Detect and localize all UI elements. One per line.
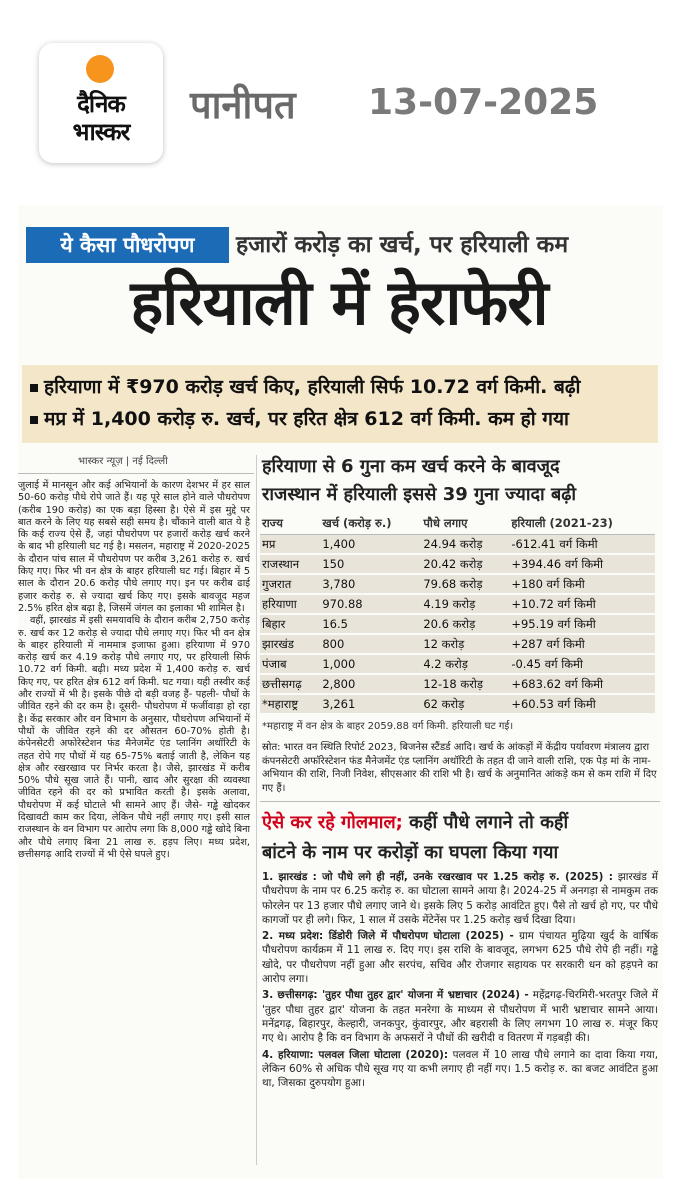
logo-line2: भास्कर	[72, 118, 130, 146]
table-cell: +180 वर्ग किमी	[509, 574, 655, 594]
sidebar-column	[260, 453, 660, 1090]
bullet-text: हरियाणा में ₹970 करोड़ खर्च किए, हरियाली सिर्फ 10.72 वर्ग किमी. बढ़ी	[44, 376, 581, 398]
table-cell: 3,780	[320, 574, 421, 594]
highlight-bullet	[22, 371, 658, 403]
case-body: झारखंड में पौधरोपण के नाम पर 6.25 करोड़ रु. का घोटाला सामने आया है। 2024-25 में अनगड़ा से नामकुम तक फोरलेन पर 13 हजार पौधे लगाए जाने थे। इसके लिए 5 करोड़ आवंटित हुए। पैसे तो खर्च हो गए, पर पौधे कागजों पर ही लगे। फिर, 1 साल में उसके मेंटेनेंस पर 1.25 करोड़ खर्च दिखा दिया।	[262, 871, 658, 926]
table-cell: 4.19 करोड़	[421, 594, 509, 614]
table-cell: 4.2 करोड़	[421, 654, 509, 674]
table-cell: 12 करोड़	[421, 634, 509, 654]
scam-case	[260, 1046, 660, 1091]
table-cell: *महाराष्ट्र	[260, 694, 320, 714]
story-paragraph: वहीं, झारखंड में इसी समयावधि के दौरान करीब 2,750 करोड़ रु. खर्च कर 12 करोड़ से ज्यादा पौधे लगाए गए। फिर भी वन क्षेत्र के बाहर हरियाली में नाममात्र इजाफा हुआ। हरियाणा में 970 करोड़ खर्च कर 4.19 करोड़ पौधे लगाए गए, पर हरियाली सिर्फ 10.72 वर्ग किमी. बढ़ी। मध्य प्रदेश में 1,400 करोड़ रु. खर्च किए गए, पर हरित क्षेत्र 612 वर्ग किमी. घट गया। यही तस्वीर कई और राज्यों में भी है। इसके पीछे दो बड़ी वजह हैं- पहली- पौधों के जीवित रहने की दर कम है। दूसरी- पौधरोपण में फर्जीवाड़ा हो रहा है। केंद्र सरकार और वन विभाग के अनुसार, पौधरोपण अभियानों में पौधों के जीवित रहने की दर औसतन 60-70% होती है। कंपेनसेटरी अफोरेस्टेशन फंड मैनेजमेंट एंड प्लानिंग अथॉरिटी के तहत रोपे गए पौधों में यह 65-75% बताई जाती है, लेकिन यह क्षेत्र और रखरखाव पर निर्भर करता है। जैसे, झारखंड में करीब 50% पौधे सूख जाते हैं। पानी, खाद और सुरक्षा की व्यवस्था जीवित रहने की दर को प्रभावित करती है। इसके अलावा, पौधरोपण में कई घोटाले भी सामने आए हैं। जैसे- गड्ढे खोदकर दिखावटी काम कर दिया, लेकिन पौधे नहीं लगाए गए। इसी साल राजस्थान के वन विभाग पर आरोप लगा कि 8,000 गड्ढे खोदे बिना और पौधे लगाए बिना 21 लाख रु. हड़प लिए। मध्य प्रदेश, छत्तीसगढ़ आदि राज्यों में भी ऐसे घपले हुए।	[18, 615, 250, 860]
story-paragraph: जुलाई में मानसून और कई अभियानों के कारण देशभर में हर साल 50-60 करोड़ पौधे रोपे जाते हैं। यह पूरे साल होने वाले पौधरोपण (करीब 190 करोड़) का एक बड़ा हिस्सा है। ऐसे में इस मुद्दे पर बात करने के लिए यह सबसे सही समय है। चौंकाने वाली बात ये है कि कई राज्य ऐसे हैं, जहां पौधरोपण पर हजारों करोड़ खर्च करने के बाद भी हरियाली घट गई है। मसलन, महाराष्ट्र में 2020-2025 के दौरान पांच साल में पौधरोपण पर करीब 3,261 करोड़ रु. खर्च किए गए। फिर भी वन क्षेत्र के बाहर हरियाली घट गई। बिहार में 5 साल के दौरान 20.6 करोड़ पौधे लगाए गए। इन पर करीब ढाई हजार करोड़ रु. से ज्यादा खर्च किए गए। इसके बावजूद महज 2.5% हरित क्षेत्र बढ़ा है, जिसमें जंगल का इलाका भी शामिल है।	[18, 480, 250, 614]
table-cell: 79.68 करोड़	[421, 574, 509, 594]
table-cell: मप्र	[260, 535, 320, 555]
table-cell: 3,261	[320, 694, 421, 714]
table-header: हरियाली (2021-23)	[509, 513, 655, 535]
table-cell: 800	[320, 634, 421, 654]
table-cell: +287 वर्ग किमी	[509, 634, 655, 654]
case-body: ग्राम पंचायत मुढ़िया खुर्द के वार्षिक पौधरोपण कार्यक्रम में 11 लाख रु. दिए गए। इस राशि के बावजूद, लगभग 625 पौधे रोपे ही नहीं। गड्ढे खोदे, पर पौधरोपण नहीं हुआ और सरपंच, सचिव और रोजगार सहायक पर सरकारी धन को हड़पने का आरोप लगा।	[262, 930, 658, 986]
table-footnote: *महाराष्ट्र में वन क्षेत्र के बाहर 2059.88 वर्ग किमी. हरियाली घट गई।	[262, 721, 514, 732]
table-cell: 62 करोड़	[421, 694, 509, 714]
table-cell: +95.19 वर्ग किमी	[509, 614, 655, 634]
table-cell: 1,000	[320, 654, 421, 674]
table-cell: 16.5	[320, 614, 421, 634]
table-row	[260, 634, 655, 654]
table-cell: 150	[320, 554, 421, 574]
highlight-box	[22, 365, 658, 443]
table-row	[260, 535, 655, 555]
byline: भास्कर न्यूज़ | नई दिल्ली	[18, 453, 254, 474]
case-body: पलवल में 10 लाख पौधे लगाने का दावा किया गया, लेकिन 60% से अधिक पौधे सूख गए या कभी लगाए ही नहीं गए। 1.5 करोड़ रु. का बजट आवंटित हुआ था, जिसका दुरुपयोग हुआ।	[262, 1048, 658, 1090]
bullet-icon	[30, 384, 38, 392]
table-cell: +394.46 वर्ग किमी	[509, 554, 655, 574]
edition-date: 13-07-2025	[368, 82, 599, 123]
scam-heading-line2: बांटने के नाम पर करोड़ों का घपला किया गया	[262, 842, 559, 863]
table-cell: +60.53 वर्ग किमी	[509, 694, 655, 714]
table-cell: पंजाब	[260, 654, 320, 674]
table-row	[260, 554, 655, 574]
source-note: स्रोत: भारत वन स्थिति रिपोर्ट 2023, बिजनेस स्टैंडर्ड आदि। खर्च के आंकड़ों में केंद्रीय पर्यावरण मंत्रालय द्वारा कंपनसेटरी अफॉरेस्टेशन फंड मैनेजमेंट एंड प्लानिंग अथॉरिटी के तहत दी जाने वाली राशि, एक पेड़ मां के नाम-अभियान की राशि, निजी निवेश, सीएसआर की राशि भी है। खर्च के अनुमानित आंकड़े कम से कम राशि में दिए गए हैं।	[260, 735, 660, 802]
scam-case	[260, 927, 660, 986]
case-title: 3. छत्तीसगढ़: 'तुहर पौधा तुहर द्वार' योजना में भ्रष्टाचार (2024) -	[262, 989, 529, 1002]
table-cell: राजस्थान	[260, 554, 320, 574]
table-cell: गुजरात	[260, 574, 320, 594]
state-data-table	[260, 513, 655, 715]
highlight-bullet	[22, 403, 658, 435]
bullet-icon	[30, 416, 38, 424]
table-cell: 20.6 करोड़	[421, 614, 509, 634]
dainik-bhaskar-logo[interactable]	[39, 43, 163, 163]
scam-case	[260, 868, 660, 927]
table-cell: 24.94 करोड़	[421, 535, 509, 555]
logo-line1: दैनिक	[77, 90, 125, 118]
table-header: पौधे लगाए	[421, 513, 509, 535]
table-row	[260, 614, 655, 634]
subheadline: हजारों करोड़ का खर्च, पर हरियाली कम	[236, 232, 569, 258]
table-heading-line: हरियाणा से 6 गुना कम खर्च करने के बावजूद	[262, 456, 560, 477]
table-row	[260, 694, 655, 714]
table-cell: 20.42 करोड़	[421, 554, 509, 574]
case-title: 1. झारखंड : जो पौधे लगे ही नहीं, उनके रखरखाव पर 1.25 करोड़ रु. (2025) :	[262, 871, 613, 883]
scam-heading	[260, 808, 660, 838]
kicker-label: ये कैसा पौधरोपण	[26, 227, 229, 263]
case-title: 2. मध्य प्रदेश: डिंडोरी जिले में पौधरोपण घोटाला (2025) -	[262, 930, 514, 943]
table-cell: -0.45 वर्ग किमी	[509, 654, 655, 674]
table-cell: 1,400	[320, 535, 421, 555]
table-cell: +10.72 वर्ग किमी	[509, 594, 655, 614]
table-cell: हरियाणा	[260, 594, 320, 614]
table-row	[260, 674, 655, 694]
scam-heading-rest: कहीं पौधे लगाने तो कहीं	[402, 812, 569, 833]
sun-icon	[86, 55, 114, 83]
table-cell: बिहार	[260, 614, 320, 634]
scam-heading-red: ऐसे कर रहे गोलमाल;	[262, 812, 403, 833]
bullet-text: मप्र में 1,400 करोड़ रु. खर्च, पर हरित क्षेत्र 612 वर्ग किमी. कम हो गया	[44, 408, 569, 430]
table-header: खर्च (करोड़ रु.)	[320, 513, 421, 535]
table-cell: छत्तीसगढ़	[260, 674, 320, 694]
headline: हरियाली में हेराफेरी	[130, 266, 548, 339]
table-cell: +683.62 वर्ग किमी	[509, 674, 655, 694]
case-title: 4. हरियाणा: पलवल जिला घोटाला (2020):	[262, 1048, 449, 1061]
table-cell: 2,800	[320, 674, 421, 694]
table-row	[260, 654, 655, 674]
column-divider	[256, 455, 257, 1165]
case-body: महेंद्रगढ़-चिरमिरी-भरतपुर जिले में 'तुहर पौधा तुहर द्वार' योजना के तहत मनरेगा के माध्यम से पौधरोपण में भारी भ्रष्टाचार सामने आया। मनेंद्रगढ़, बिहारपुर, केल्हारी, जनकपुर, कुंवारपुर, और बहरासी के लिए लगभग 10 लाख रु. मंजूर किए गए थे। आरोप है कि वन विभाग के अफसरों ने पौधों की खरीदी व वितरण में गड़बड़ी की।	[262, 989, 658, 1045]
table-cell: 12-18 करोड़	[421, 674, 509, 694]
table-row	[260, 594, 655, 614]
newspaper-clipping	[18, 205, 663, 1179]
scam-case	[260, 986, 660, 1045]
table-cell: -612.41 वर्ग किमी	[509, 535, 655, 555]
main-story-column	[18, 453, 254, 1173]
table-cell: झारखंड	[260, 634, 320, 654]
edition-city: पानीपत	[190, 83, 296, 127]
screenshot-header	[0, 0, 675, 190]
table-header: राज्य	[260, 513, 320, 535]
table-cell: 970.88	[320, 594, 421, 614]
table-heading-line: राजस्थान में हरियाली इससे 39 गुना ज्यादा बढ़ी	[262, 484, 577, 505]
table-row	[260, 574, 655, 594]
